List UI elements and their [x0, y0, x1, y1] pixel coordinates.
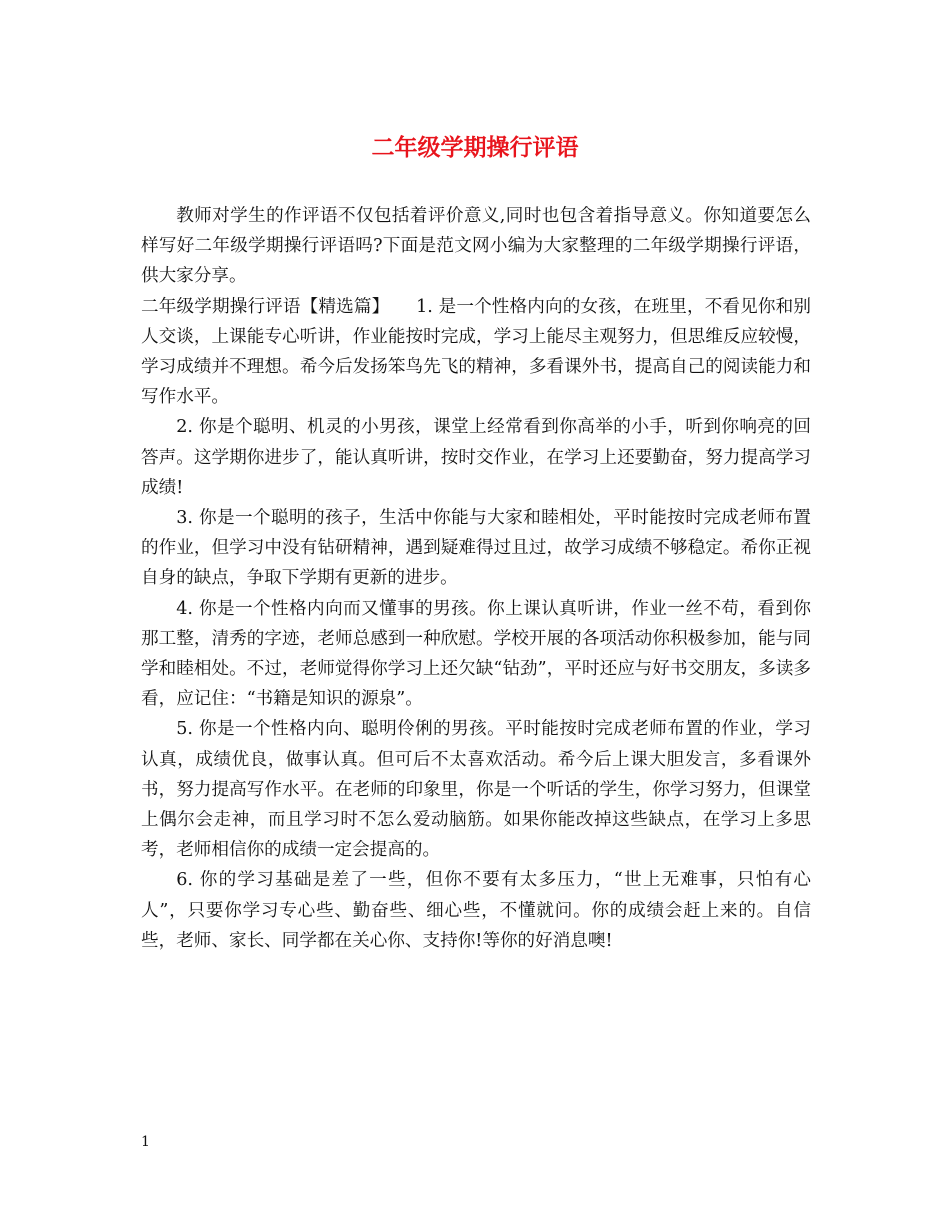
comment-item: 6. 你的学习基础是差了一些，但你不要有太多压力，“世上无难事，只怕有心人”，只要你学习专心些、勤奋些、细心些，不懂就问。你的成绩会赶上来的。自信些，老师、家长、同学都在关心你、支持你!等你的好消息噢!	[141, 870, 811, 951]
page-number: 1	[141, 1134, 150, 1150]
comment-item: 3. 你是一个聪明的孩子，生活中你能与大家和睦相处，平时能按时完成老师布置的作业，但学习中没有钻研精神，遇到疑难得过且过，故学习成绩不够稳定。希你正视自身的缺点，争取下学期有更新的进步。	[141, 508, 811, 589]
comment-item: 2. 你是个聪明、机灵的小男孩，课堂上经常看到你高举的小手，听到你响亮的回答声。这学期你进步了，能认真听讲，按时交作业，在学习上还要勤奋，努力提高学习成绩!	[141, 417, 811, 498]
comment-item: 4. 你是一个性格内向而又懂事的男孩。你上课认真听讲，作业一丝不苟，看到你那工整，清秀的字迹，老师总感到一种欣慰。学校开展的各项活动你积极参加，能与同学和睦相处。不过，老师觉得你学习上还欠缺“钻劲”，平时还应与好书交朋友，多读多看，应记住：“书籍是知识的源泉”。	[141, 598, 811, 710]
comment-item: 5. 你是一个性格内向、聪明伶俐的男孩。平时能按时完成老师布置的作业，学习认真，成绩优良，做事认真。但可后不太喜欢活动。希今后上课大胆发言，多看课外书，努力提高写作水平。在老师的印象里，你是一个听话的学生，你学习努力，但课堂上偶尔会走神，而且学习时不怎么爱动脑筋。如果你能改掉这些缺点，在学习上多思考，老师相信你的成绩一定会提高的。	[141, 719, 811, 861]
comment-item: 1. 是一个性格内向的女孩，在班里，不看见你和别人交谈，上课能专心听讲，作业能按时完成，学习上能尽主观努力，但思维反应较慢，学习成绩并不理想。希今后发扬笨鸟先飞的精神，多看课外书，提高自己的阅读能力和写作水平。	[141, 296, 811, 408]
page-title: 二年级学期操行评语	[371, 134, 579, 161]
section-heading: 二年级学期操行评语【精选篇】	[141, 296, 381, 317]
intro-paragraph: 教师对学生的作评语不仅包括着评价意义,同时也包含着指导意义。你知道要怎么样写好二年级学期操行评语吗?下面是范文网小编为大家整理的二年级学期操行评语，供大家分享。	[141, 206, 811, 287]
document-body	[141, 201, 811, 956]
section-paragraph	[141, 292, 811, 413]
